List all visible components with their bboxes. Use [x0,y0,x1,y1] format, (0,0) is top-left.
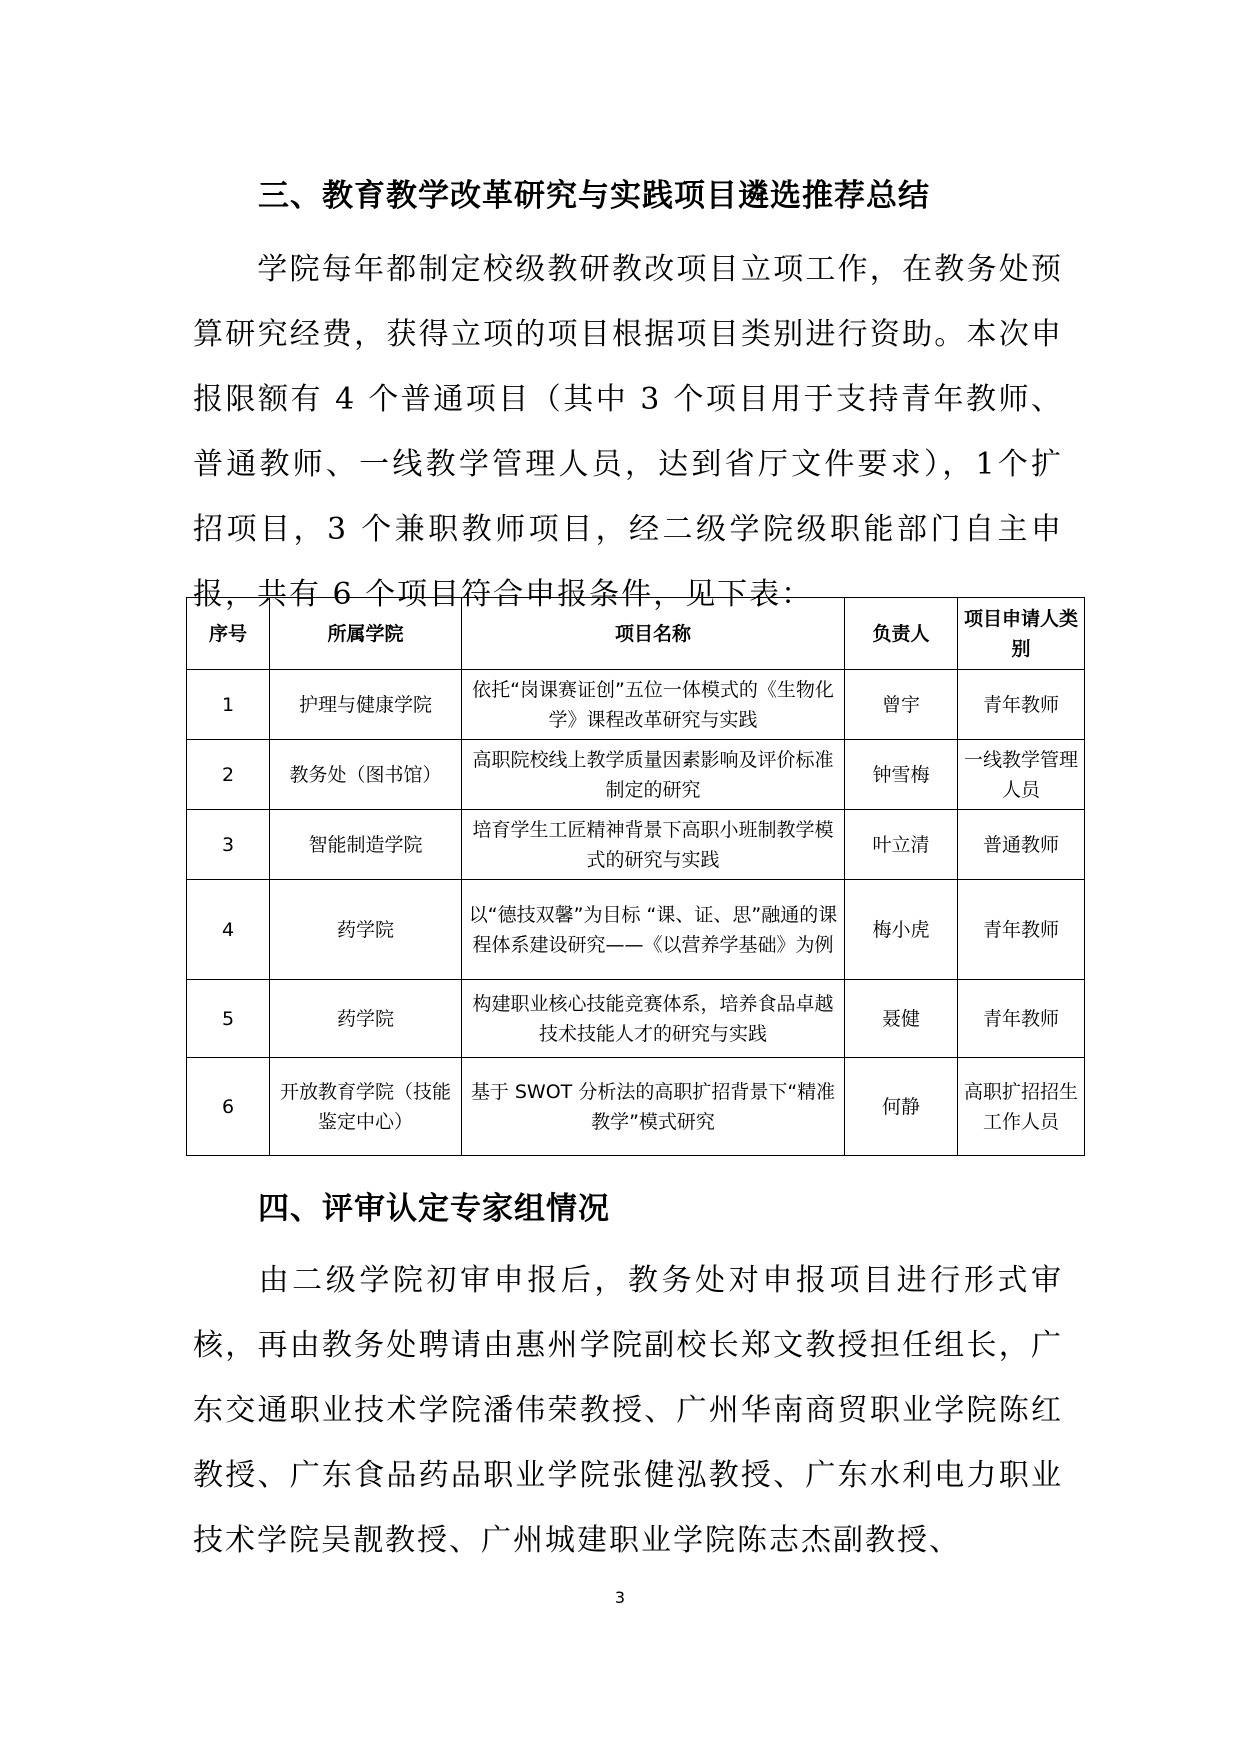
cell-no: 5 [187,980,270,1058]
cell-project-name: 构建职业核心技能竞赛体系，培养食品卓越技术技能人才的研究与实践 [462,980,845,1058]
cell-no: 3 [187,810,270,880]
cell-college: 教务处（图书馆） [270,740,462,810]
cell-leader: 叶立清 [845,810,958,880]
cell-project-name: 高职院校线上教学质量因素影响及评价标准制定的研究 [462,740,845,810]
cell-category: 青年教师 [958,880,1085,980]
table-header-row [187,598,1085,670]
section-3-heading: 三、教育教学改革研究与实践项目遴选推荐总结 [258,178,930,214]
cell-project-name: 基于 SWOT 分析法的高职扩招背景下“精准教学”模式研究 [462,1058,845,1156]
cell-leader: 聂健 [845,980,958,1058]
cell-project-name: 依托“岗课赛证创”五位一体模式的《生物化学》课程改革研究与实践 [462,670,845,740]
table-row [187,740,1085,810]
section-4-heading: 四、评审认定专家组情况 [258,1191,610,1227]
header-category: 项目申请人类别 [958,598,1085,670]
cell-college: 开放教育学院（技能鉴定中心） [270,1058,462,1156]
cell-category: 青年教师 [958,670,1085,740]
header-college: 所属学院 [270,598,462,670]
table-row [187,810,1085,880]
cell-category: 一线教学管理人员 [958,740,1085,810]
section-4-paragraph-text: 由二级学院初审申报后，教务处对申报项目进行形式审核，再由教务处聘请由惠州学院副校长郑文教授担任组长，广东交通职业技术学院潘伟荣教授、广州华南商贸职业学院陈红教授、广东食品药品职业学院张健泓教授、广东水利电力职业技术学院吴靓教授、广州城建职业学院陈志杰副教授、 [193,1263,1063,1558]
cell-project-name: 培育学生工匠精神背景下高职小班制教学模式的研究与实践 [462,810,845,880]
cell-college: 药学院 [270,980,462,1058]
cell-category: 普通教师 [958,810,1085,880]
cell-no: 2 [187,740,270,810]
cell-college: 药学院 [270,880,462,980]
cell-category: 高职扩招招生工作人员 [958,1058,1085,1156]
section-4-paragraph [193,1248,1063,1573]
cell-leader: 钟雪梅 [845,740,958,810]
section-3-paragraph-text: 学院每年都制定校级教研教改项目立项工作，在教务处预算研究经费，获得立项的项目根据项目类别进行资助。本次申报限额有 4 个普通项目（其中 3 个项目用于支持青年教师、普通教师、一线教学管理人员，达到省厅文件要求），1个扩招项目，3 个兼职教师项目，经二级学院级职能部门自主申报，共有 6 个项目符合申报条件，见下表： [193,252,1063,612]
section-3-paragraph [193,237,1063,627]
page-number: 3 [614,1588,626,1607]
project-table [186,597,1085,1156]
cell-leader: 梅小虎 [845,880,958,980]
table-row [187,980,1085,1058]
cell-leader: 何静 [845,1058,958,1156]
cell-leader: 曾宇 [845,670,958,740]
cell-category: 青年教师 [958,980,1085,1058]
cell-no: 4 [187,880,270,980]
table-row [187,880,1085,980]
cell-college: 智能制造学院 [270,810,462,880]
table-row [187,670,1085,740]
table-row [187,1058,1085,1156]
header-project-name: 项目名称 [462,598,845,670]
cell-project-name: 以“德技双馨”为目标 “课、证、思”融通的课程体系建设研究——《以营养学基础》为例 [462,880,845,980]
cell-college: 护理与健康学院 [270,670,462,740]
cell-no: 6 [187,1058,270,1156]
cell-no: 1 [187,670,270,740]
header-no: 序号 [187,598,270,670]
header-leader: 负责人 [845,598,958,670]
